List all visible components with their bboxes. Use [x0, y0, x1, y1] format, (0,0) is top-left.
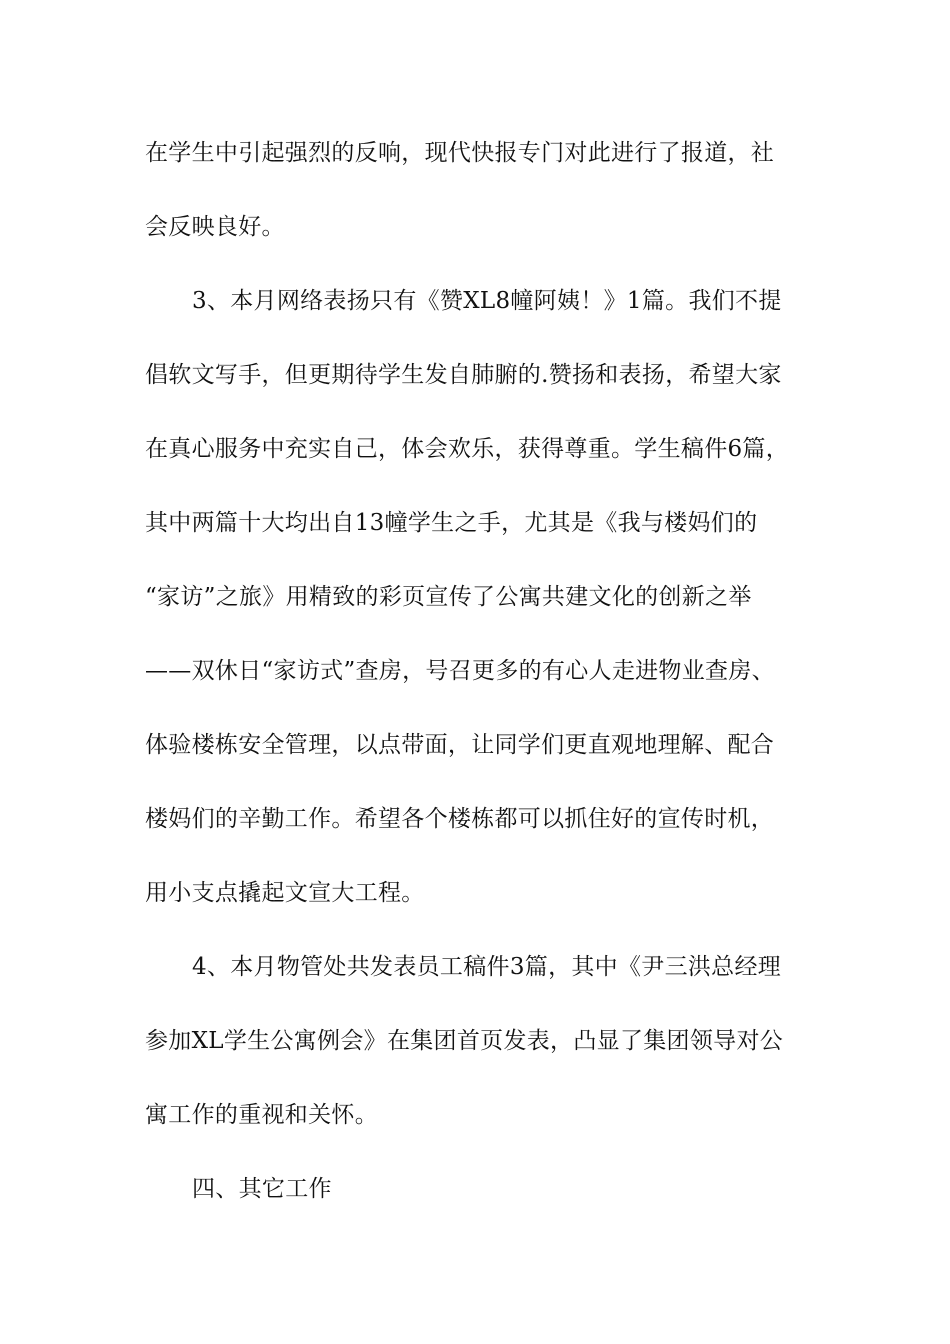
section-heading-other-work: 四、其它工作: [192, 1176, 332, 1202]
text-line-5: 在真心服务中充实自己，体会欢乐，获得尊重。学生稿件6篇，: [145, 436, 790, 462]
text-line-8: ——双休日“家访式”查房，号召更多的有心人走进物业查房、: [145, 658, 775, 684]
text-line-11: 用小支点撬起文宣大工程。: [145, 880, 425, 906]
text-line-2: 会反映良好。: [145, 214, 285, 240]
text-line-13: 参加XL学生公寓例会》在集团首页发表，凸显了集团领导对公: [145, 1028, 784, 1054]
text-line-1: 在学生中引起强烈的反响，现代快报专门对此进行了报道，社: [145, 140, 775, 166]
text-line-4: 倡软文写手，但更期待学生发自肺腑的.赞扬和表扬，希望大家: [145, 362, 782, 388]
text-line-9: 体验楼栋安全管理，以点带面，让同学们更直观地理解、配合: [145, 732, 775, 758]
text-line-6: 其中两篇十大均出自13幢学生之手，尤其是《我与楼妈们的: [145, 510, 758, 536]
text-line-7: “家访”之旅》用精致的彩页宣传了公寓共建文化的创新之举: [145, 584, 752, 610]
text-line-10: 楼妈们的辛勤工作。希望各个楼栋都可以抓住好的宣传时机，: [145, 806, 775, 832]
text-line-14: 寓工作的重视和关怀。: [145, 1102, 378, 1128]
paragraph-3-start: 3、本月网络表扬只有《赞XL8幢阿姨！》1篇。我们不提: [192, 288, 782, 314]
paragraph-4-start: 4、本月物管处共发表员工稿件3篇，其中《尹三洪总经理: [192, 954, 782, 980]
